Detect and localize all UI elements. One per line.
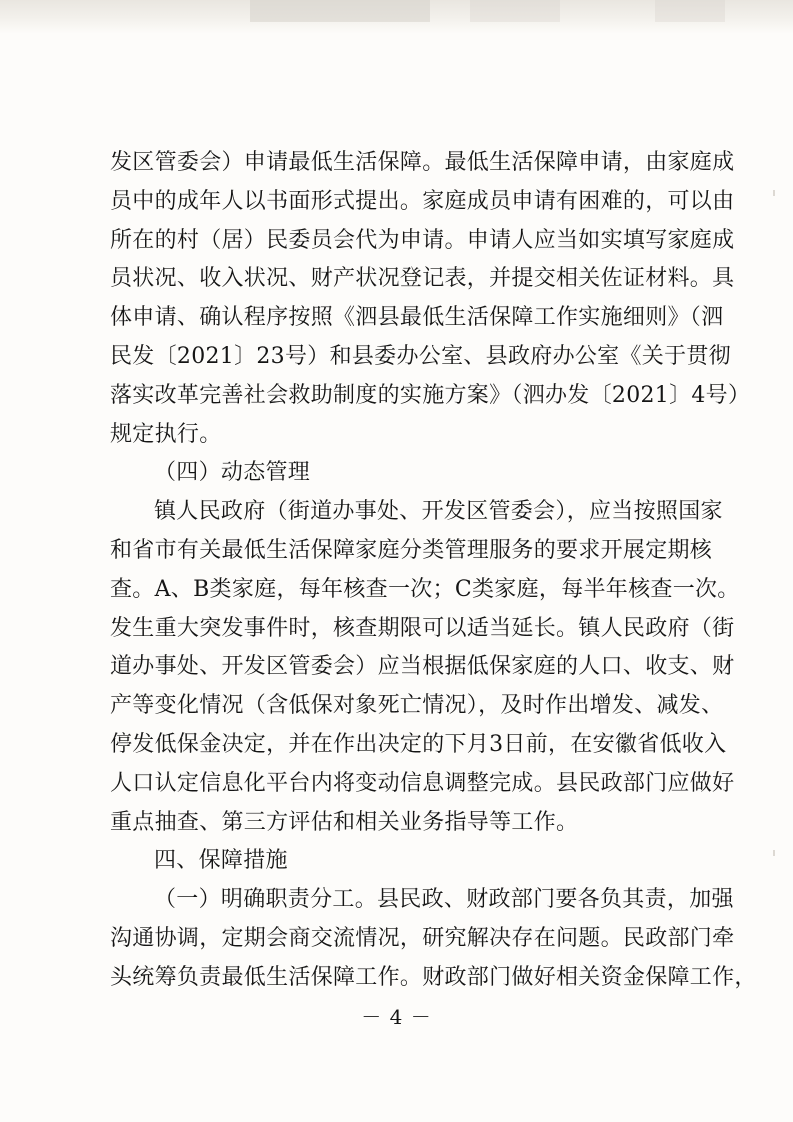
paragraph-line: 规定执行。 xyxy=(110,421,222,447)
paragraph-line: 所在的村（居）民委员会代为申请。申请人应当如实填写家庭成 xyxy=(110,227,735,253)
paragraph-line: 民发〔2021〕23号）和县委办公室、县政府办公室《关于贯彻 xyxy=(110,343,731,369)
paragraph-line: （一）明确职责分工。县民政、财政部门要各负其责，加强 xyxy=(154,887,734,913)
paragraph-line: 沟通协调，定期会商交流情况，研究解决存在问题。民政部门牵 xyxy=(110,925,735,951)
scan-artifact xyxy=(470,0,560,22)
document-body xyxy=(110,144,757,998)
section-heading: （四）动态管理 xyxy=(154,460,311,486)
paragraph-line: 停发低保金决定，并在作出决定的下月3日前，在安徽省低收入 xyxy=(110,731,727,757)
scan-artifact xyxy=(773,850,775,856)
paragraph-line: 落实改革完善社会救助制度的实施方案》（泗办发〔2021〕4号） xyxy=(110,382,751,408)
paragraph-line: 和省市有关最低生活保障家庭分类管理服务的要求开展定期核 xyxy=(110,537,713,563)
paragraph-line: 产等变化情况（含低保对象死亡情况），及时作出增发、减发、 xyxy=(110,693,724,719)
paragraph-line: 查。A、B类家庭，每年核查一次；C类家庭，每半年核查一次。 xyxy=(110,576,740,602)
scan-artifact xyxy=(773,190,775,196)
paragraph-line: 体申请、确认程序按照《泗县最低生活保障工作实施细则》（泗 xyxy=(110,305,724,331)
paragraph-line: 发区管委会）申请最低生活保障。最低生活保障申请，由家庭成 xyxy=(110,150,735,175)
paragraph-line: 人口认定信息化平台内将变动信息调整完成。县民政部门应做好 xyxy=(110,770,735,796)
paragraph-line: 员中的成年人以书面形式提出。家庭成员申请有困难的，可以由 xyxy=(110,188,735,214)
paragraph-line: 道办事处、开发区管委会）应当根据低保家庭的人口、收支、财 xyxy=(110,654,735,680)
page-number: － 4 － xyxy=(361,1005,432,1029)
paragraph-line: 镇人民政府（街道办事处、开发区管委会），应当按照国家 xyxy=(154,499,723,525)
paragraph-line: 发生重大突发事件时，核查期限可以适当延长。镇人民政府（街 xyxy=(110,615,735,641)
section-heading: 四、保障措施 xyxy=(154,848,288,874)
scan-artifact xyxy=(655,0,725,22)
paragraph-line: 头统筹负责最低生活保障工作。财政部门做好相关资金保障工作， xyxy=(110,964,757,990)
paragraph-line: 员状况、收入状况、财产状况登记表，并提交相关佐证材料。具 xyxy=(110,266,735,292)
paragraph-line: 重点抽查、第三方评估和相关业务指导等工作。 xyxy=(110,809,579,835)
scan-artifact xyxy=(250,0,430,22)
